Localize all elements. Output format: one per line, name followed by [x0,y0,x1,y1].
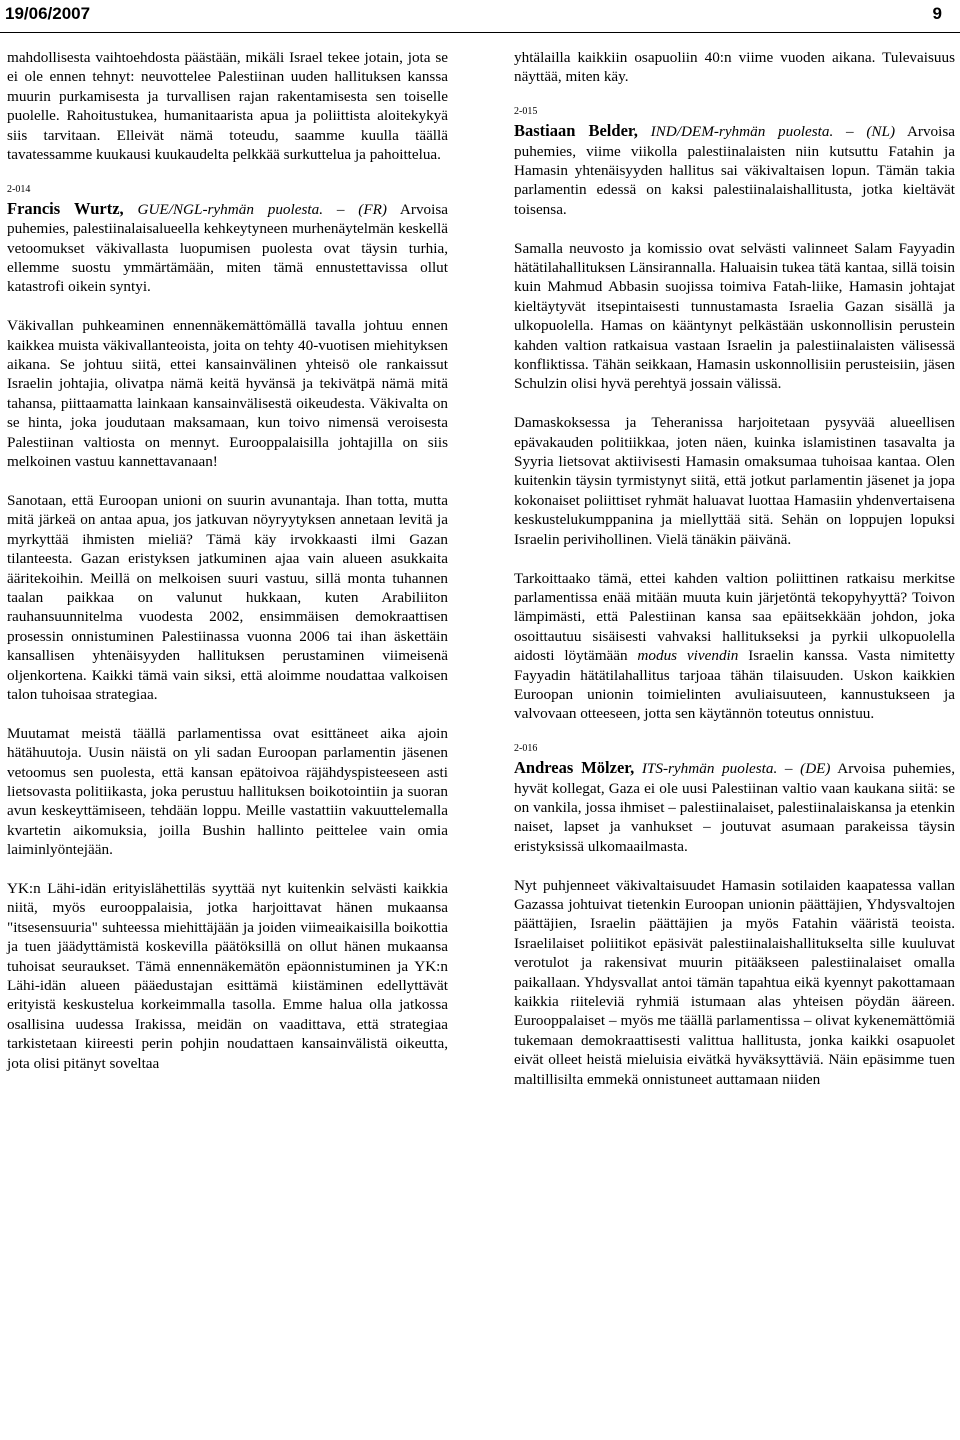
paragraph: Muutamat meistä täällä parlamentissa ovat esittäneet aika ajoin hätähuutoja. Uusin näistä on yli sadan Euroopan parlamentin jäsenen vetoomus sen puolesta, että kansan epätoivoa räjähdyspisteeseen asti lietsovasta politiikasta, joka perustuu hallituksen boikotointiin ja suoran avun keskeyttämiseen, tehdään loppu. Meille vastattiin vakuuttelemalla kvartetin aikomuksia, joilla Bushin hallinto peittelee vain omia laiminlyöntejään. [7,724,448,859]
page-header [0,0,960,33]
speaker-name: Francis Wurtz, [7,198,124,218]
paragraph: Nyt puhjenneet väkivaltaisuudet Hamasin sotilaiden kaapatessa vallan Gazassa johtuivat tietenkin Euroopan unionin päättäjien, Yhdysvaltojen päättäjien, Israelin päättäjien ja myös Fatahin vääristä teoista. Israelilaiset poliitikot epäsivät palestiinalaishallitukselta sille kuuluvat verotulot ja rakensivat muurin pitääkseen palestiinalaiset omalla paikallaan. Yhdysvallat antoi tämän tapahtua eikä kyennyt pakottamaan kaikkia riiteleviä ryhmiä istumaan alas yhteisen pöydän ääreen. Eurooppalaiset – myös me täällä parlamentissa – olivat kykenemättömiä tukemaan demokraattisesti valittua hallitusta, jonka kaikki osapuolet eivät olleet heistä mieluisia eivätkä hyväksyttäviä. Näin epäsimme tuen maltillisilta emmekä onnistuneet auttamaan niiden [514,876,955,1088]
paragraph-text: Israelin kanssa. Vasta nimitetty Fayyadin hätätilahallitus tarjoaa tähän tilaisuuden. Uskon kaikkien Euroopan unionin toimielinten avuliaisuuteen, kannustukseen ja valvovaan otteeseen, jotta sen käytännön toteutus onnistuu. [514,647,955,723]
political-group: IND/DEM-ryhmän puolesta. [650,123,834,141]
language-code: – (DE) [784,760,831,778]
language-code: – (NL) [846,123,896,141]
paragraph: Väkivallan puhkeaminen ennennäkemättömällä tavalla johtuu ennen kaikkea muista väkivallanteoista, joita on tehty 40-vuotisen miehityksen aikana. Se johtuu siitä, ettei kansainvälinen yhteisö ole rankaissut Israelin johtajia, olivatpa nämä keitä hyvänsä ja tekivätpä nämä mitä tahansa, piittaamatta lainkaan kansainvälisestä oikeudesta. Väkivalta on se hinta, joka joudutaan maksamaan, kun toivo nimensä veroisesta Palestiinan valtiosta on mennyt. Eurooppalaisilla johtajilla on siis melkoinen vastuu kannettavanaan! [7,317,448,471]
document-number: 2-016 [514,743,538,755]
paragraph: Samalla neuvosto ja komissio ovat selvästi valinneet Salam Fayyadin hätätilahallituksen Länsirannalla. Haluaisin tukea tätä kantaa, sillä toisin kuin Mahmud Abbasin suojissa toimiva Fatah-liike, Hamasin johtajat kieltäytyvät itsepintaisesti tunnustamasta Israelia Gazan sisällä ja ulkopuolella. Hamas on kääntynyt pelkästään uskonnollisin perustein kahden valtion ratkaisua vastaan Israelin ja palestiinalaisten välisessä konfliktissa. Tähän seikkaan, Hamasin uskonnollisiin perusteisiin, jäsen Schulzin olisi hyvä perehtyä jossain välissä. [514,239,955,393]
speech-text: Arvoisa puhemies, palestiinalaisalueella kehkeytyneen murhenäytelmän keskellä vetoomukset väkivallasta luopumisen puolesta ovat täysin turhia, ellemme suostu ymmärtämään, miten tämä ennustettavissa ollut katastrofi oikein syntyi. [7,200,449,296]
speaker-name: Bastiaan Belder, [514,121,638,141]
speech-opening-paragraph [514,758,955,856]
speech-entry [514,106,955,219]
paragraph: mahdollisesta vaihtoehdosta päästään, mikäli Israel tekee jotain, jota se ei ole ennen tehnyt: neuvottelee Palestiinan uuden hallituksen kanssa muurin purkamisesta ja turvallisen rajan rakentamisesta sen toiselle puolelle. Rahoitustukea, humanitaarista apua ja poliittista aloitekykyä siis tarvitaan. Elleivät nämä toteudu, saamme kuulla täällä tavatessamme kuukausi kuukaudelta pelkkää surkuttelua ja pahoittelua. [7,49,448,164]
language-code: – (FR) [336,200,387,218]
paragraph: YK:n Lähi-idän erityislähettiläs syyttää nyt kuitenkin selvästi kaikkia niitä, myös eurooppalaisia, jotka harjoittavat hänen mukaansa "itsesensuuria" suhteessa miehittäjään ja joiden viimeaikaisilla boikottia ja tuen jäädyttämistä koskevilla päätöksillä on ollut hänen mukaansa tuhoisat seuraukset. Tämä ennennäkemätön epäonnistuminen ja YK:n Lähi-idän alueen pääedustajan esittämä kiistäminen edellyttävät erityistä keskustelua korkeimmalla tasolla. Emme halua olla jatkossa osallisina uudessa Irakissa, meidän on vaadittava, että strategiaa tarkistetaan kiireesti perin pohjin noudattaen kansainvälistä oikeutta, jota olisi pitänyt soveltaa [7,879,448,1072]
page-number: 9 [932,4,942,23]
speech-text: Arvoisa puhemies, viime viikolla palestiinalaisten niin kutsuttu Fatahin ja Hamasin yhtenäisyyden hallitus sai väkivaltaisen lopun. Tämän takia parlamentin edessä on kaksi palestiinalaishallitusta, jotka kieltävät toisensa. [514,123,956,218]
right-column [514,48,955,1089]
italic-phrase: modus vivendin [637,647,739,665]
paragraph: Damaskoksessa ja Teheranissa harjoitetaan pysyvää alueellisen epävakauden politiikkaa, joten näen, kuinka islamistinen tasavalta ja Syyria lietsovat aktiivisesti Hamasin omaksumaa tuhoisaa kantaa. Olen kuitenkin täysin tyrmistynyt siitä, että jotkut parlamentin jäsenet ja jopa kokonaiset poliittiset ryhmät haluavat luottaa Hamasiin yhdenvertaisena keskustelukumppanina ja miellyttää sitä. Sehän on loppujen lopuksi Israelin perivihollinen. Vielä tänäkin päivänä. [514,414,955,548]
speech-text: Arvoisa puhemies, hyvät kollegat, Gaza ei ole uusi Palestiinan valtio vaan kaukana siitä: se on vankila, jossa ihmiset – palestiinalaiset, palestiinalaiskansa ja etenkin naiset, lapset ja vanhukset – joutuvat asumaan parakeissa täysin eristyksissä ulkomaailmasta. [514,760,955,855]
paragraph: yhtälailla kaikkiin osapuoliin 40:n viime vuoden aikana. Tulevaisuus näyttää, miten käy. [514,49,955,86]
document-number: 2-014 [7,183,31,195]
header-date: 19/06/2007 [5,4,91,23]
paragraph: Sanotaan, että Euroopan unioni on suurin avunantaja. Ihan totta, mutta mitä järkeä on antaa apua, jos jatkuvan nöyryytyksen annetaan levitä ja myrkyttää ihmisten mieliä? Tämä käy irvokkaasti ilmi Gazan tilanteesta. Gazan eristyksen jatkuminen ajaa vain alueen asukkaita ääritekoihin. Meillä on melkoisen suuri vastuu, sillä monta tuhannen taalan paikkaa on valunut hukkaan, kuten Arabiliiton rauhansuunnitelma vuodesta 2002, ensimmäisen demokraattisen prosessin onnistuminen Palestiinassa vuonna 2006 tai ihan äskettäin kansallisen yhtenäisyyden hallituksen perustaminen viimeisenä oljenkortena. Kaikki tämä vain siksi, että aloimme noudattaa valkoisen talon tuhoisaa strategiaa. [7,491,448,703]
speech-opening-paragraph [514,121,955,219]
paragraph-text: Tarkoittaako tämä, ettei kahden valtion poliittinen ratkaisu merkitse parlamentissa enää mitään muuta kuin järjetöntä tekopyhyyttä? Toivon lämpimästi, että Palestiinan kansa saa epäitsekkään johdon, joka osoittautuu sisäisesti vahvaksi hallitukseksi ja pyrkii ulkopuolella aidosti löytämään [514,569,955,665]
speech-entry [7,184,448,297]
speaker-name: Andreas Mölzer, [514,758,635,778]
political-group: ITS-ryhmän puolesta. [641,760,778,778]
left-column [7,48,448,1073]
speech-entry [514,743,955,856]
document-number: 2-015 [514,106,538,118]
paragraph [514,569,955,724]
speech-opening-paragraph [7,199,448,297]
political-group: GUE/NGL-ryhmän puolesta. [137,200,324,218]
